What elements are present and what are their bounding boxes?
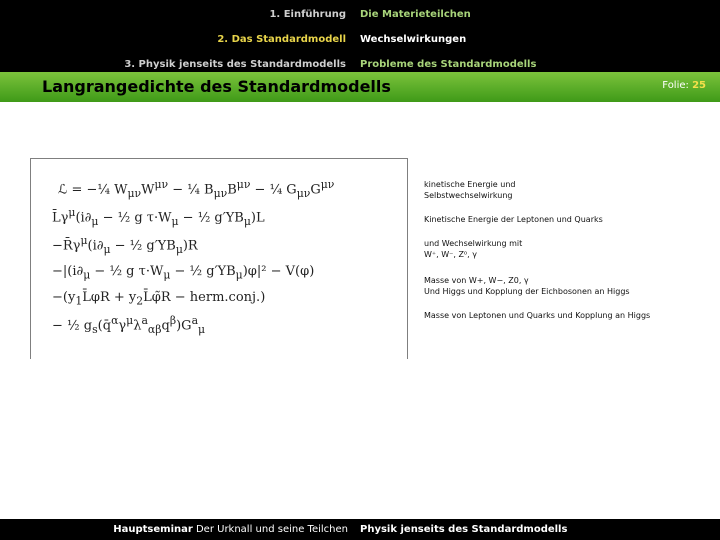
nav-section-standard-model[interactable]: 2. Das Standardmodell (217, 34, 346, 45)
section-nav (0, 0, 352, 72)
formula-line-lepton-right: $-R̄\gamma^\mu(i\partial_\mu$ − ½ $g'YB_\mu)R$ (52, 234, 198, 256)
nav-subsection-interactions[interactable]: Wechselwirkungen (360, 34, 467, 45)
description-boson-mass: Masse von W+, W−, Z0, γ Und Higgs und Kopplung der Eichbosonen an Higgs (424, 276, 630, 296)
footer-seminar-label: Hauptseminar (113, 524, 193, 535)
slide-number-value: 25 (692, 80, 706, 91)
formula-line-higgs: $-|(i\partial_\mu$ − ½ g $\tau\cdot W_\mu$ − ½ $g'YB_\mu)\varphi|^2 - V(\varphi)$ (52, 264, 315, 282)
description-kinetic-selfinteraction: kinetische Energie und Selbstwechselwirkung (424, 180, 516, 200)
nav-subsection-matter[interactable]: Die Materieteilchen (360, 9, 471, 20)
footer-seminar (0, 519, 352, 540)
top-navigation (0, 0, 720, 72)
description-boson-interaction: und Wechselwirkung mit W⁺, W⁻, Z⁰, γ (424, 239, 523, 259)
slide-number (662, 80, 706, 91)
nav-section-intro[interactable]: 1. Einführung (269, 9, 346, 20)
nav-section-beyond-sm[interactable]: 3. Physik jenseits des Standardmodells (124, 59, 346, 70)
footer-bar (0, 519, 720, 540)
slide-title: Langrangedichte des Standardmodells (42, 77, 391, 96)
formula-line-strong: − ½ $g_s(q̄^\alpha\gamma^\mu\lambda^a_{\alpha\beta}q^\beta)G^a_\mu$ (52, 314, 206, 336)
formula-line-lepton-left: $L̄\gamma^\mu(i\partial_\mu$ − ½ g $\tau\cdot W_\mu$ − ½ $g'YB_\mu)L$ (52, 206, 265, 228)
formula-line-gauge-kinetic: ℒ = −¼ $W_{\mu\nu}W^{\mu\nu}$ − ¼ $B_{\mu\nu}B^{\mu\nu}$ − ¼ $G_{\mu\nu}G^{\mu\nu}$ (58, 178, 335, 200)
footer-seminar-topic: Der Urknall und seine Teilchen (192, 524, 348, 535)
slide-number-label: Folie: (662, 80, 689, 91)
nav-subsection-problems[interactable]: Probleme des Standardmodells (360, 59, 537, 70)
formula-line-yukawa: $-(y_1L̄\varphi R$ + $y_2L̄\varphĩR$ − herm.conj.) (52, 290, 266, 308)
subsection-nav (352, 0, 720, 72)
description-fermion-mass: Masse von Leptonen und Quarks und Kopplung an Higgs (424, 311, 651, 320)
description-lepton-quark-kinetic: Kinetische Energie der Leptonen und Quarks (424, 215, 603, 224)
title-bar (0, 72, 720, 102)
footer-section: Physik jenseits des Standardmodells (360, 524, 568, 535)
